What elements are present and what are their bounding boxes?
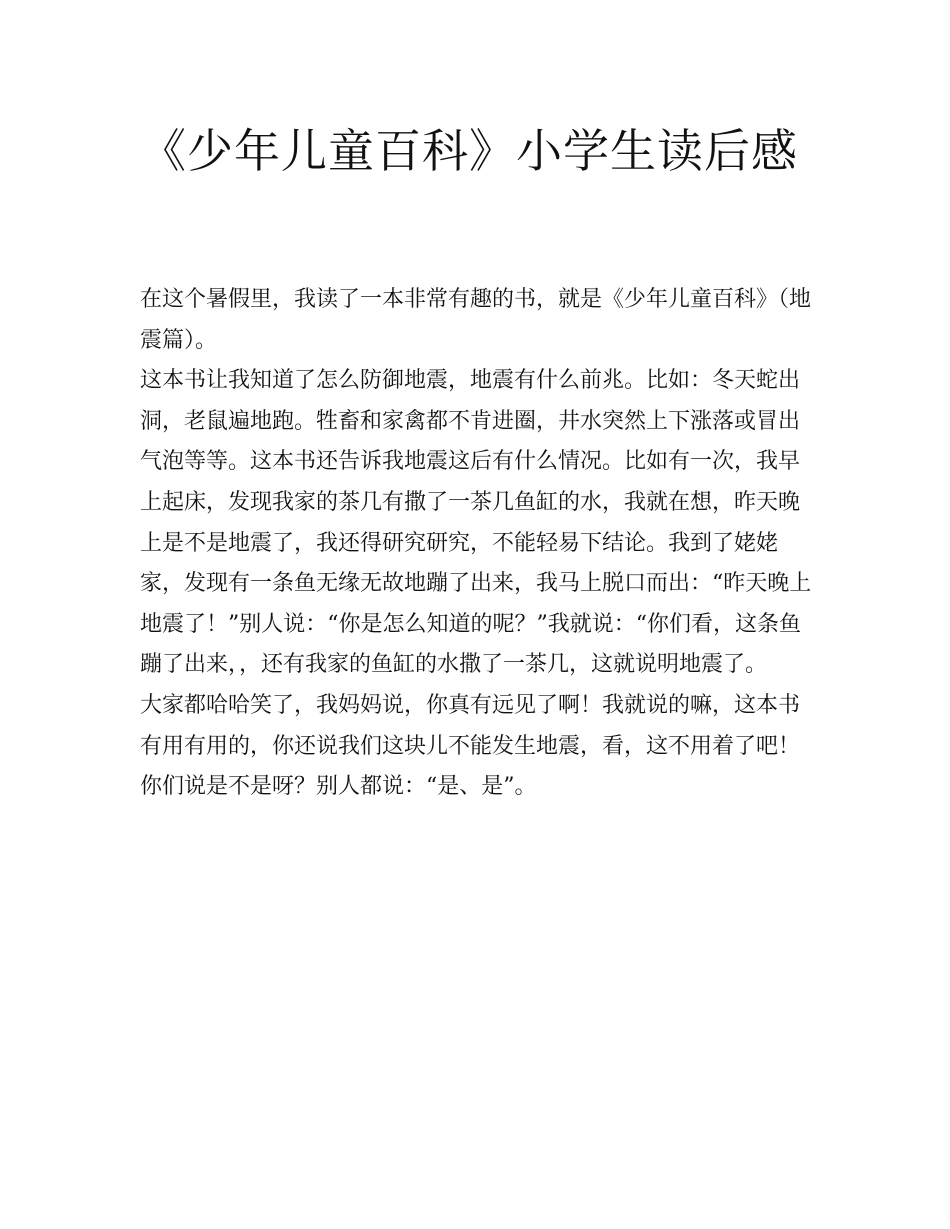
paragraph: 在这个暑假里，我读了一本非常有趣的书，就是《少年儿童百科》（地震篇）。 [140, 287, 812, 353]
document-body [140, 280, 812, 808]
paragraph: 大家都哈哈笑了，我妈妈说，你真有远见了啊！我就说的嘛，这本书有用有用的，你还说我们这块儿不能发生地震，看，这不用着了吧！你们说是不是呀？别人都说：“是、是”。 [140, 692, 801, 800]
paragraph: 这本书让我知道了怎么防御地震，地震有什么前兆。比如：冬天蛇出洞，老鼠遍地跑。牲畜和家禽都不肯进圈，井水突然上下涨落或冒出气泡等等。这本书还告诉我地震这后有什么情况。比如有一次，我早上起床，发现我家的茶几有撒了一茶几鱼缸的水，我就在想，昨天晚上是不是地震了，我还得研究研究，不能轻易下结论。我到了姥姥家，发现有一条鱼无缘无故地蹦了出来，我马上脱口而出：“昨天晚上地震了！”别人说：“你是怎么知道的呢？”我就说：“你们看，这条鱼蹦了出来，，还有我家的鱼缸的水撒了一茶几，这就说明地震了。 [140, 368, 812, 678]
page-title: 《少年儿童百科》小学生读后感 [140, 124, 798, 178]
